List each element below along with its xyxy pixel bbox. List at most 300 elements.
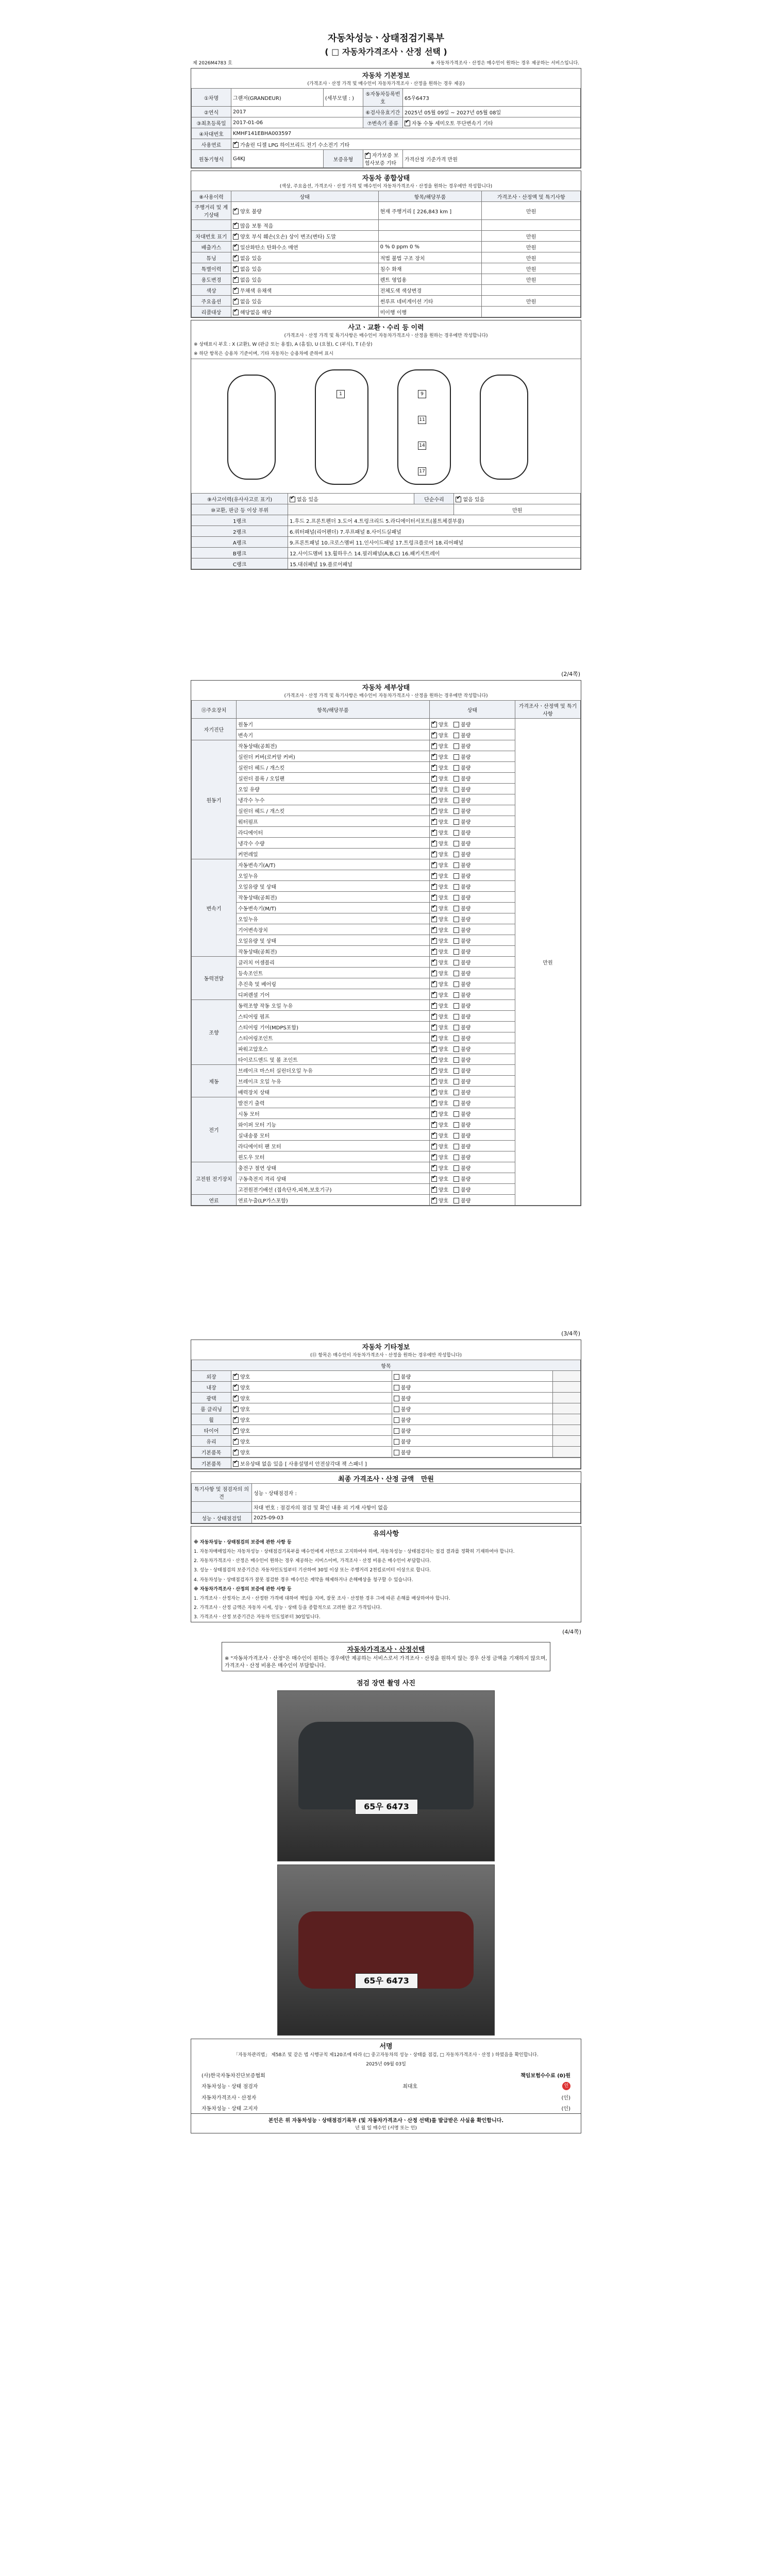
checkbox-icon[interactable] bbox=[453, 1133, 459, 1139]
checkbox-icon[interactable] bbox=[233, 209, 239, 214]
item-label: 배력장치 상태 bbox=[237, 1087, 430, 1097]
item-label: 기어변속장치 bbox=[237, 924, 430, 935]
item-state: ✔ 양호 불량 bbox=[429, 1108, 515, 1119]
item-state: ✔ 양호 불량 bbox=[429, 1011, 515, 1022]
checkbox-icon[interactable] bbox=[453, 1165, 459, 1171]
checkbox-icon[interactable] bbox=[431, 1068, 437, 1074]
item-label: 수동변속기(M/T) bbox=[237, 903, 430, 913]
item-label: 고전원전기배선 (접속단자,피복,보호기구) bbox=[237, 1184, 430, 1195]
item-label: 오일 유량 bbox=[237, 784, 430, 794]
checkbox-icon[interactable] bbox=[431, 798, 437, 803]
section-title: 자동차 기본정보 bbox=[362, 72, 410, 80]
checkbox-icon[interactable] bbox=[431, 895, 437, 901]
checkbox-icon[interactable] bbox=[453, 1025, 459, 1030]
value: 2017-01-06 bbox=[231, 117, 363, 128]
row-state: ✔양호 불량 bbox=[231, 202, 379, 220]
row-option: 불량 bbox=[392, 1403, 552, 1414]
rank-items: 6.쿼터패널(리어펜더) 7.루프패널 8.사이드실패널 bbox=[288, 526, 581, 537]
checkbox-icon[interactable] bbox=[233, 234, 239, 240]
checkbox-icon[interactable] bbox=[453, 776, 459, 782]
checkbox-icon[interactable] bbox=[431, 949, 437, 955]
signer: 최대호 bbox=[402, 2083, 418, 2090]
row-option: ✔ 양호 bbox=[231, 1414, 392, 1425]
label bbox=[192, 1502, 252, 1513]
row-extra bbox=[552, 1393, 580, 1403]
checkbox-icon[interactable] bbox=[453, 787, 459, 792]
item-label: 실린더 커버(로커암 커버) bbox=[237, 751, 430, 762]
item-state: ✔ 양호 불량 bbox=[429, 957, 515, 968]
checkbox-icon[interactable] bbox=[431, 1155, 437, 1160]
checkbox-icon[interactable] bbox=[456, 497, 461, 502]
group-label: 원동기 bbox=[192, 740, 237, 859]
col-header: ⑧사용이력 bbox=[192, 191, 231, 202]
item-label: 디퍼렌셜 기어 bbox=[237, 989, 430, 1000]
item-state: ✔ 양호 불량 bbox=[429, 1119, 515, 1130]
value: ✔ 없음 있음 bbox=[288, 494, 414, 504]
label: 성능ㆍ상태점검일 bbox=[192, 1513, 252, 1523]
section-title: 자동차 종합상태 bbox=[362, 175, 410, 182]
row-price: 만원 bbox=[482, 231, 581, 242]
item-label: 라디에이터 팬 모터 bbox=[237, 1141, 430, 1151]
other-info-section bbox=[191, 1340, 581, 1469]
checkbox-icon[interactable] bbox=[453, 1100, 459, 1106]
checkbox-icon[interactable] bbox=[453, 1003, 459, 1009]
checkbox-icon[interactable] bbox=[431, 1003, 437, 1009]
row-state: ✔ 일산화탄소 탄화수소 매연 bbox=[231, 242, 379, 252]
row-detail: 0 % 0 ppm 0 % bbox=[378, 242, 482, 252]
item-state: ✔ 양호 불량 bbox=[429, 913, 515, 924]
accident-table bbox=[191, 493, 581, 569]
checkbox-icon[interactable] bbox=[453, 884, 459, 890]
notice-item: 1. 자동차매매업자는 자동차성능ㆍ상태점검기록부를 매수인에게 서면으로 고지하여야 하며, 자동차성능ㆍ상태점검자는 점검 결과를 정확히 기재하여야 합니다. bbox=[194, 1549, 515, 1555]
checkbox-icon[interactable] bbox=[453, 906, 459, 911]
footer-confirm: 본인은 위 자동차성능ㆍ상태점검기록부 (및 자동차가격조사ㆍ산정 선택)를 발급받은 사실을 확인합니다. bbox=[191, 2113, 581, 2124]
value: 차대 번호 : 점검자의 점검 및 확인 내용 외 기재 사항이 없음 bbox=[252, 1502, 581, 1513]
checkbox-icon[interactable] bbox=[453, 819, 459, 825]
row-detail: 적법 불법 구조 장치 bbox=[378, 252, 482, 263]
value: 2025-09-03 bbox=[252, 1513, 581, 1523]
checkbox-icon[interactable] bbox=[431, 981, 437, 987]
row-state: ✔많음 보통 적음 bbox=[231, 220, 379, 231]
checkbox-icon[interactable] bbox=[431, 1165, 437, 1171]
item-state: ✔ 양호 불량 bbox=[429, 751, 515, 762]
accident-section bbox=[191, 320, 581, 570]
item-state: ✔ 양호 불량 bbox=[429, 859, 515, 870]
value: 2017 bbox=[231, 107, 363, 117]
checkbox-icon[interactable] bbox=[453, 927, 459, 933]
checkbox-icon[interactable] bbox=[233, 1450, 239, 1455]
item-label: 워터펌프 bbox=[237, 816, 430, 827]
row-extra bbox=[552, 1403, 580, 1414]
item-label: 스티어링조인트 bbox=[237, 1032, 430, 1043]
checkbox-icon[interactable] bbox=[233, 1461, 239, 1467]
section-subtitle: (색상, 주요옵션, 가격조사ㆍ산정 가격 및 매수인이 자동차가격조사ㆍ산정을 원하는 경우에만 작성합니다) bbox=[279, 184, 493, 189]
checkbox-icon[interactable] bbox=[431, 1198, 437, 1204]
checkbox-icon[interactable] bbox=[453, 960, 459, 965]
section-title: 최종 가격조사ㆍ산정 금액 만원 bbox=[338, 1476, 434, 1483]
rank: B랭크 bbox=[192, 548, 288, 558]
row-option: ✔ 양호 bbox=[231, 1382, 392, 1393]
notice-item: 3. 성능ㆍ상태점검의 보증기간은 자동차인도일부터 기산하여 30일 이상 또는 주행거리 2천킬로미터 이상으로 합니다. bbox=[194, 1568, 431, 1573]
checkbox-icon[interactable] bbox=[431, 1057, 437, 1063]
checkbox-icon[interactable] bbox=[453, 1176, 459, 1182]
checkbox-icon[interactable] bbox=[233, 223, 239, 229]
checkbox-icon[interactable] bbox=[431, 1122, 437, 1128]
row-state: ✔ 해당없음 해당 bbox=[231, 307, 379, 317]
legend-note-2: ※ 하단 항목은 승용차 기준이며, 기타 자동차는 승용차에 준하여 표시 bbox=[194, 351, 333, 357]
row-detail bbox=[378, 220, 482, 231]
label: ⑩교환, 판금 등 이상 부위 bbox=[192, 504, 288, 515]
checkbox-icon[interactable] bbox=[405, 121, 410, 126]
item-state: ✔ 양호 불량 bbox=[429, 762, 515, 773]
item-state: ✔ 양호 불량 bbox=[429, 924, 515, 935]
rank-items: 15.대쉬패널 19.플로어패널 bbox=[288, 558, 581, 569]
checkbox-icon[interactable] bbox=[233, 266, 239, 272]
license-plate: 65우 6473 bbox=[355, 1799, 418, 1815]
selection-title: 자동차가격조사ㆍ산정선택 bbox=[347, 1646, 425, 1654]
checkbox-icon[interactable] bbox=[233, 1439, 239, 1445]
item-label: 작동상태(공회전) bbox=[237, 740, 430, 751]
checkbox-icon[interactable] bbox=[453, 1068, 459, 1074]
row-option: ✔ 양호 bbox=[231, 1371, 392, 1382]
row-price bbox=[482, 307, 581, 317]
table-row bbox=[192, 1403, 581, 1414]
inspection-photo-front bbox=[277, 1690, 495, 1861]
checkbox-icon[interactable] bbox=[431, 1025, 437, 1030]
row-option: 불량 bbox=[392, 1382, 552, 1393]
checkbox-icon[interactable] bbox=[431, 787, 437, 792]
checkbox-icon[interactable] bbox=[453, 754, 459, 760]
rank: 2랭크 bbox=[192, 526, 288, 537]
col-header: 항목/해당부품 bbox=[237, 701, 430, 719]
rank: C랭크 bbox=[192, 558, 288, 569]
row-label: 리콜대상 bbox=[192, 307, 231, 317]
row-price: 만원 bbox=[482, 263, 581, 274]
fee: 책임보험수수료 (0)원 bbox=[520, 2073, 570, 2079]
checkbox-icon[interactable] bbox=[453, 1036, 459, 1041]
checkbox-icon[interactable] bbox=[290, 497, 295, 502]
group-label: 전기 bbox=[192, 1097, 237, 1162]
checkbox-icon[interactable] bbox=[233, 310, 239, 315]
row-extra bbox=[552, 1447, 580, 1458]
notice-item: 2. 가격조사ㆍ산정 금액은 자동차 시세, 성능ㆍ상태 등을 종합적으로 고려한 참고 가격입니다. bbox=[194, 1605, 382, 1611]
checkbox-icon[interactable] bbox=[233, 288, 239, 294]
item-label: 연료누출(LP가스포함) bbox=[237, 1195, 430, 1206]
section-subtitle: (가격조사ㆍ산정 가격 및 특기사항은 매수인이 자동차가격조사ㆍ산정을 원하는 경우에만 작성합니다) bbox=[284, 693, 488, 699]
checkbox-icon[interactable] bbox=[431, 830, 437, 836]
col-header: 항목/해당부품 bbox=[378, 191, 482, 202]
value: 그랜저(GRANDEUR) bbox=[231, 89, 324, 107]
other-info-table bbox=[191, 1360, 581, 1458]
checkbox-icon[interactable] bbox=[233, 142, 239, 148]
checkbox-icon[interactable] bbox=[233, 277, 239, 283]
detail-section bbox=[191, 680, 581, 1206]
checkbox-icon[interactable] bbox=[431, 1014, 437, 1020]
checkbox-icon[interactable] bbox=[233, 1406, 239, 1412]
checkbox-icon[interactable] bbox=[453, 971, 459, 976]
group-label: 조향 bbox=[192, 1000, 237, 1065]
value: G4KJ bbox=[231, 150, 324, 168]
item-label: 파워고압호스 bbox=[237, 1043, 430, 1054]
value: 2025년 05월 09일 ~ 2027년 05월 08일 bbox=[402, 107, 580, 117]
basic-items-table bbox=[191, 1458, 581, 1469]
checkbox-icon[interactable] bbox=[431, 992, 437, 998]
checkbox-icon[interactable] bbox=[431, 873, 437, 879]
checkbox-icon[interactable] bbox=[431, 862, 437, 868]
item-label: 작동상태(공회전) bbox=[237, 946, 430, 957]
item-state: ✔ 양호 불량 bbox=[429, 1141, 515, 1151]
page-3 bbox=[191, 1329, 581, 2563]
checkbox-icon[interactable] bbox=[394, 1450, 399, 1455]
checkbox-icon[interactable] bbox=[431, 1046, 437, 1052]
checkbox-icon[interactable] bbox=[431, 776, 437, 782]
page-number: (4/4쪽) bbox=[562, 1629, 581, 1636]
group-label: 변속기 bbox=[192, 859, 237, 957]
checkbox-icon[interactable] bbox=[453, 895, 459, 901]
notice-item: 1. 가격조사ㆍ산정자는 조사ㆍ산정한 가격에 대하여 책임을 지며, 잘못 조사ㆍ산정한 경우 그에 따른 손해를 배상하여야 합니다. bbox=[194, 1596, 450, 1601]
checkbox-icon[interactable] bbox=[453, 1122, 459, 1128]
item-label: 스티어링 기어(MDPS포함) bbox=[237, 1022, 430, 1032]
checkbox-icon[interactable] bbox=[453, 1079, 459, 1084]
document-meta-note: ※ 자동차가격조사ㆍ산정은 매수인이 원하는 경우 제공하는 서비스입니다. bbox=[430, 61, 579, 66]
table-row bbox=[192, 1414, 581, 1425]
checkbox-icon[interactable] bbox=[431, 1133, 437, 1139]
checkbox-icon[interactable] bbox=[431, 1176, 437, 1182]
role: 자동차가격조사ㆍ산정자 bbox=[201, 2095, 257, 2101]
checkbox-icon[interactable] bbox=[394, 1374, 399, 1380]
row-option: 불량 bbox=[392, 1414, 552, 1425]
item-label: 작동상태(공회전) bbox=[237, 892, 430, 903]
checkbox-icon[interactable] bbox=[431, 960, 437, 965]
selection-text: ※ "자동차가격조사ㆍ산정"은 매수인이 원하는 경우에만 제공하는 서비스로서 가격조사ㆍ산정을 원하지 않는 경우 산정 금액을 기재하지 않으며, 가격조사ㆍ산정 비용은 매수인이 부담합니다. bbox=[225, 1656, 547, 1669]
checkbox-icon[interactable] bbox=[453, 830, 459, 836]
notice-section bbox=[191, 1526, 581, 1622]
checkbox-icon[interactable] bbox=[453, 733, 459, 738]
value: (세부모델 : ) bbox=[323, 89, 363, 107]
checkbox-icon[interactable] bbox=[431, 743, 437, 749]
checkbox-icon[interactable] bbox=[431, 722, 437, 727]
row-extra bbox=[552, 1414, 580, 1425]
group-label: 고전원 전기장치 bbox=[192, 1162, 237, 1195]
checkbox-icon[interactable] bbox=[453, 873, 459, 879]
checkbox-icon[interactable] bbox=[431, 808, 437, 814]
checkbox-icon[interactable] bbox=[233, 299, 239, 304]
checkbox-icon[interactable] bbox=[453, 949, 459, 955]
item-label: 발전기 출력 bbox=[237, 1097, 430, 1108]
row-price bbox=[482, 220, 581, 231]
row-label: 외장 bbox=[192, 1371, 231, 1382]
item-label: 오일누유 bbox=[237, 870, 430, 881]
value: ✔자가보증 보험사보증 기타 bbox=[363, 150, 402, 168]
item-state: ✔ 양호 불량 bbox=[429, 1076, 515, 1087]
checkbox-icon[interactable] bbox=[431, 733, 437, 738]
checkbox-icon[interactable] bbox=[453, 1144, 459, 1149]
checkbox-icon[interactable] bbox=[453, 852, 459, 857]
remark-table bbox=[191, 1483, 581, 1523]
item-label: 브레이크 오일 누유 bbox=[237, 1076, 430, 1087]
section-title: 자동차 기타정보 bbox=[362, 1344, 410, 1351]
checkbox-icon[interactable] bbox=[431, 1144, 437, 1149]
label: 원동기형식 bbox=[192, 150, 231, 168]
checkbox-icon[interactable] bbox=[431, 884, 437, 890]
row-label: 내장 bbox=[192, 1382, 231, 1393]
item-state: ✔ 양호 불량 bbox=[429, 740, 515, 751]
checkbox-icon[interactable] bbox=[431, 971, 437, 976]
value: ✔ 보유상태 없음 있음 [ 사용설명서 안전삼각대 잭 스패너 ] bbox=[231, 1458, 581, 1469]
rank: A랭크 bbox=[192, 537, 288, 548]
checkbox-icon[interactable] bbox=[431, 906, 437, 911]
checkbox-icon[interactable] bbox=[453, 1057, 459, 1063]
section-subtitle: (가격조사ㆍ산정 가격 및 매수인이 자동차가격조사ㆍ산정을 원하는 경우 제공) bbox=[307, 81, 465, 87]
item-label: 원동기 bbox=[237, 719, 430, 730]
checkbox-icon[interactable] bbox=[431, 852, 437, 857]
row-option: ✔ 양호 bbox=[231, 1393, 392, 1403]
checkbox-icon[interactable] bbox=[453, 981, 459, 987]
row-detail: 침수 화재 bbox=[378, 263, 482, 274]
photo-title: 점검 장면 촬영 사진 bbox=[356, 1680, 416, 1688]
label: ③최초등록일 bbox=[192, 117, 231, 128]
checkbox-icon[interactable] bbox=[233, 245, 239, 250]
checkbox-icon[interactable] bbox=[233, 1385, 239, 1391]
checkbox-icon[interactable] bbox=[431, 841, 437, 846]
checkbox-icon[interactable] bbox=[394, 1385, 399, 1391]
checkbox-icon[interactable] bbox=[365, 153, 371, 159]
checkbox-icon[interactable] bbox=[453, 722, 459, 727]
checkbox-icon[interactable] bbox=[233, 256, 239, 261]
checkbox-icon[interactable] bbox=[233, 1428, 239, 1434]
item-state: ✔ 양호 불량 bbox=[429, 794, 515, 805]
checkbox-icon[interactable] bbox=[453, 1014, 459, 1020]
label: ④차대번호 bbox=[192, 128, 231, 139]
section-title: 서명 bbox=[379, 2043, 393, 2051]
checkbox-icon[interactable] bbox=[431, 1100, 437, 1106]
checkbox-icon[interactable] bbox=[453, 862, 459, 868]
page-1 bbox=[191, 10, 581, 683]
car-diagram-icon: 1 9 11 14 17 bbox=[191, 359, 581, 493]
checkbox-icon[interactable] bbox=[431, 1036, 437, 1041]
label: ①차명 bbox=[192, 89, 231, 107]
row-option: 불량 bbox=[392, 1436, 552, 1447]
item-state: ✔ 양호 불량 bbox=[429, 1087, 515, 1097]
checkbox-icon[interactable] bbox=[453, 992, 459, 998]
item-state: ✔ 양호 불량 bbox=[429, 773, 515, 784]
checkbox-icon[interactable] bbox=[431, 754, 437, 760]
item-label: 오일누유 bbox=[237, 913, 430, 924]
item-state: ✔ 양호 불량 bbox=[429, 1195, 515, 1206]
item-state: ✔ 양호 불량 bbox=[429, 827, 515, 838]
checkbox-icon[interactable] bbox=[453, 808, 459, 814]
checkbox-icon[interactable] bbox=[431, 1090, 437, 1095]
item-state: ✔ 양호 불량 bbox=[429, 978, 515, 989]
row-label: 주요옵션 bbox=[192, 296, 231, 307]
checkbox-icon[interactable] bbox=[453, 1187, 459, 1193]
label: 기본품목 bbox=[192, 1458, 231, 1469]
checkbox-icon[interactable] bbox=[453, 743, 459, 749]
checkbox-icon[interactable] bbox=[431, 1111, 437, 1117]
item-label: 타이로드엔드 및 볼 조인트 bbox=[237, 1054, 430, 1065]
checkbox-icon[interactable] bbox=[233, 1417, 239, 1423]
checkbox-icon[interactable] bbox=[233, 1396, 239, 1401]
notice-item: 2. 자동차가격조사ㆍ산정은 매수인이 원하는 경우 제공하는 서비스이며, 가격조사ㆍ산정 비용은 매수인이 부담합니다. bbox=[194, 1558, 431, 1564]
checkbox-icon[interactable] bbox=[431, 1187, 437, 1193]
label: 사용연료 bbox=[192, 139, 231, 150]
item-label: 실내송풍 모터 bbox=[237, 1130, 430, 1141]
basic-info-table bbox=[191, 88, 581, 168]
checkbox-icon[interactable] bbox=[431, 1079, 437, 1084]
checkbox-icon[interactable] bbox=[394, 1439, 399, 1445]
checkbox-icon[interactable] bbox=[394, 1417, 399, 1423]
item-label: 추진축 및 베어링 bbox=[237, 978, 430, 989]
row-label: 색상 bbox=[192, 285, 231, 296]
checkbox-icon[interactable] bbox=[394, 1406, 399, 1412]
checkbox-icon[interactable] bbox=[453, 938, 459, 944]
checkbox-icon[interactable] bbox=[394, 1428, 399, 1434]
checkbox-icon[interactable] bbox=[453, 1155, 459, 1160]
item-label: 실린더 헤드 / 개스킷 bbox=[237, 762, 430, 773]
checkbox-icon[interactable] bbox=[431, 938, 437, 944]
license-plate: 65우 6473 bbox=[355, 1973, 418, 1989]
document-subtitle: ( □ 자동차가격조사ㆍ산정 선택 ) bbox=[325, 47, 447, 57]
item-state: ✔ 양호 불량 bbox=[429, 1054, 515, 1065]
checkbox-icon[interactable] bbox=[453, 917, 459, 922]
checkbox-icon[interactable] bbox=[431, 917, 437, 922]
checkbox-icon[interactable] bbox=[394, 1396, 399, 1401]
group-label: 자기진단 bbox=[192, 719, 237, 740]
row-detail: 전체도색 색상변경 bbox=[378, 285, 482, 296]
item-state: ✔ 양호 불량 bbox=[429, 1151, 515, 1162]
row-label: 유리 bbox=[192, 1436, 231, 1447]
row-label bbox=[192, 220, 231, 231]
detail-table bbox=[191, 700, 581, 1206]
row-label: 주행거리 및 계기상태 bbox=[192, 202, 231, 220]
row-price: 만원 bbox=[482, 202, 581, 220]
checkbox-icon[interactable] bbox=[453, 841, 459, 846]
item-label: 와이퍼 모터 기능 bbox=[237, 1119, 430, 1130]
item-state: ✔ 양호 불량 bbox=[429, 1130, 515, 1141]
page-2 bbox=[191, 670, 581, 1321]
row-detail: 미이행 이행 bbox=[378, 307, 482, 317]
item-state: ✔ 양호 불량 bbox=[429, 870, 515, 881]
checkbox-icon[interactable] bbox=[431, 927, 437, 933]
item-label: 오일유량 및 상태 bbox=[237, 935, 430, 946]
checkbox-icon[interactable] bbox=[431, 819, 437, 825]
inspection-photo-rear bbox=[277, 1865, 495, 2036]
checkbox-icon[interactable] bbox=[453, 1046, 459, 1052]
row-price: 만원 bbox=[482, 296, 581, 307]
row-label: 용도변경 bbox=[192, 274, 231, 285]
status-section bbox=[191, 171, 581, 318]
checkbox-icon[interactable] bbox=[453, 1198, 459, 1204]
checkbox-icon[interactable] bbox=[453, 1111, 459, 1117]
item-state: ✔ 양호 불량 bbox=[429, 903, 515, 913]
item-label: 클러치 어셈블리 bbox=[237, 957, 430, 968]
row-label: 광택 bbox=[192, 1393, 231, 1403]
checkbox-icon[interactable] bbox=[453, 765, 459, 771]
table-row bbox=[192, 1425, 581, 1436]
checkbox-icon[interactable] bbox=[453, 798, 459, 803]
checkbox-icon[interactable] bbox=[453, 1090, 459, 1095]
checkbox-icon[interactable] bbox=[431, 765, 437, 771]
row-option: ✔ 양호 bbox=[231, 1447, 392, 1458]
row-state: ✔ 없음 있음 bbox=[231, 263, 379, 274]
item-state: ✔ 양호 불량 bbox=[429, 989, 515, 1000]
status-table bbox=[191, 191, 581, 317]
item-price: 만원 bbox=[515, 719, 581, 1206]
checkbox-icon[interactable] bbox=[233, 1374, 239, 1380]
row-label: 차대번호 표기 bbox=[192, 231, 231, 242]
item-state: ✔ 양호 불량 bbox=[429, 1043, 515, 1054]
row-label: 특별이력 bbox=[192, 263, 231, 274]
